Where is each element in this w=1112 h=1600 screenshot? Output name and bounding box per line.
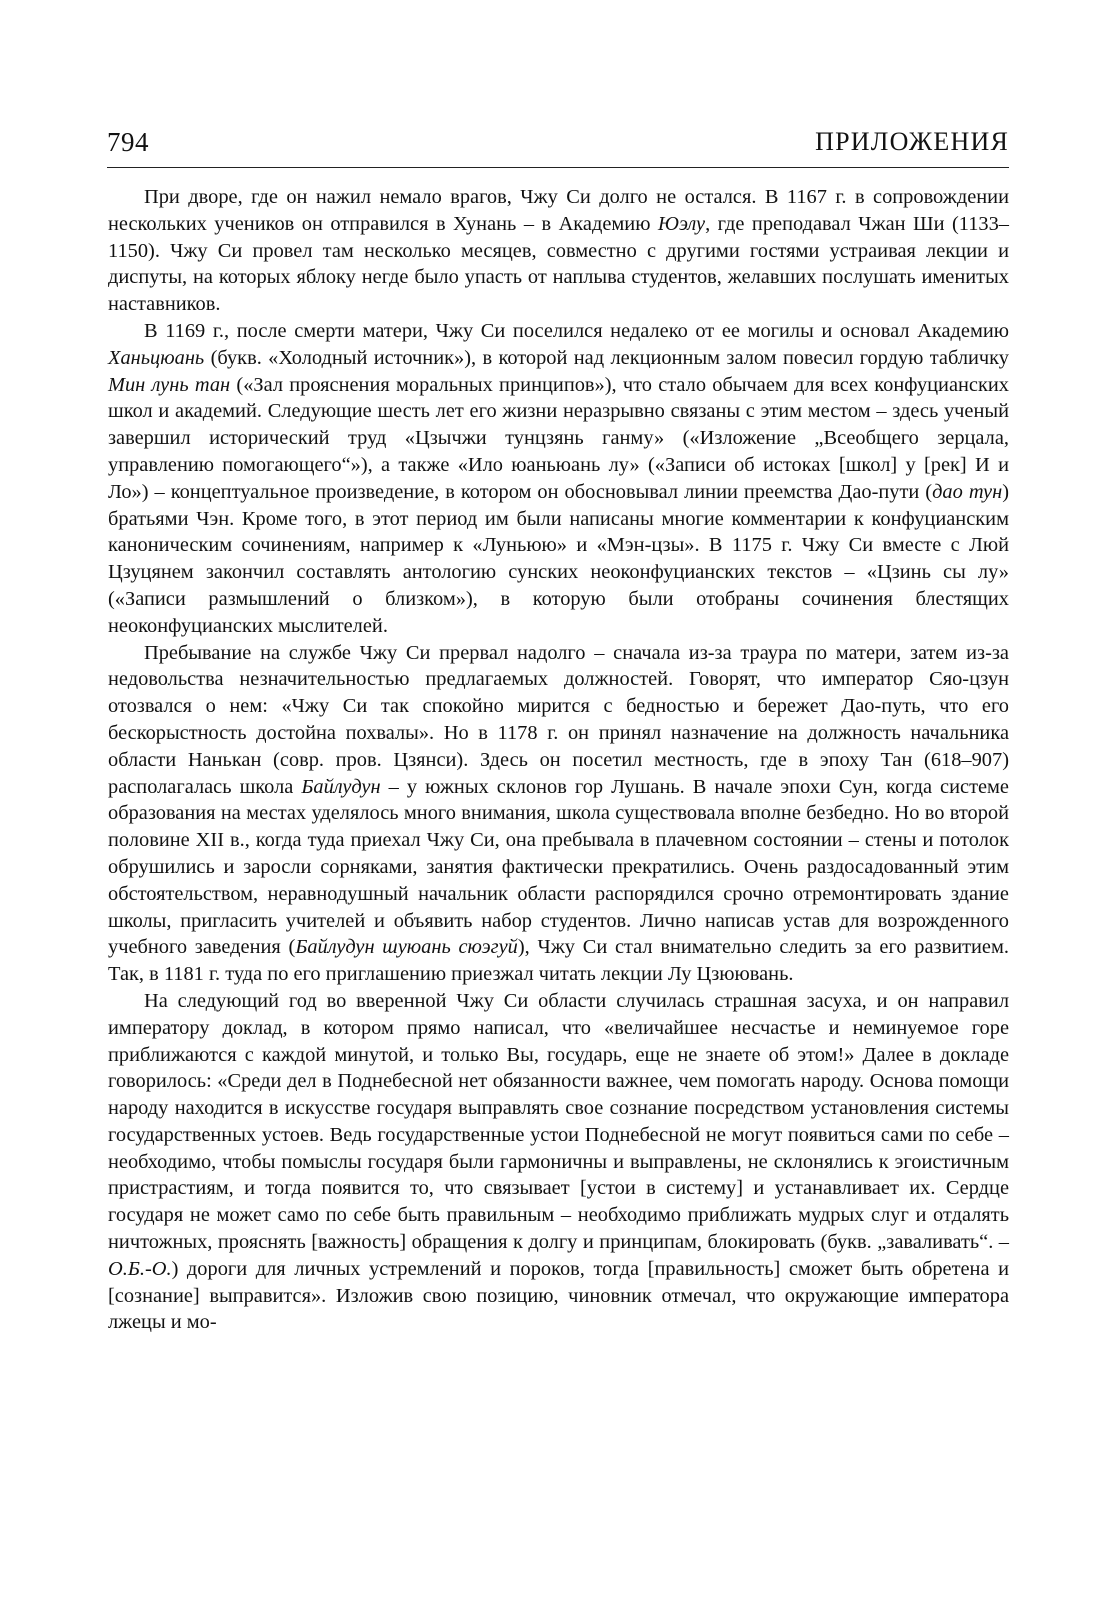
page-number: 794	[107, 127, 149, 157]
italic-term: дао тун	[932, 480, 1003, 503]
text-run: Пребывание на службе Чжу Си прервал надолго – сначала из-за траура по матери, затем из-за недовольства незначительностью предлагаемых должностей. Говорят, что император Сяо-цзун отозвался о нем: «Чжу Си так спокойно мирится с бедностью и бережет Дао-путь, что его бескорыстность достойна похвалы». Но в 1178 г. он принял назначение на должность начальника области Нанькан (совр. пров. Цзянси). Здесь он посетил местность, где в эпоху Тан (618–907) располагалась школа	[108, 641, 1009, 798]
text-run: При дворе, где он нажил немало врагов, Чжу Си долго не остался. В 1167 г. в сопровождении нескольких учеников он отправился в Хунань – в Академию	[108, 186, 1009, 235]
text-run: ) братьями Чэн. Кроме того, в этот период им были написаны многие комментарии к конфуцианским каноническим сочинениям, например к «Луньюю» и «Мэн-цзы». В 1175 г. Чжу Си вместе с Люй Цзуцянем закончил составлять антологию сунских неоконфуцианских текстов – «Цзинь сы лу» («Записи размышлений о близком»), в которую были отобраны сочинения блестящих неоконфуцианских мыслителей.	[108, 480, 1010, 637]
paragraph	[108, 184, 1009, 318]
body-text	[108, 184, 1009, 1336]
paragraph	[108, 318, 1009, 640]
italic-term: Байлудун	[301, 775, 381, 798]
text-run: («Зал прояснения моральных принципов»), что стало обычаем для всех конфуцианских школ и академий. Следующие шесть лет его жизни неразрывно связаны с этим местом – здесь ученый завершил исторический труд «Цзычжи тунцзянь ганму» («Изложение „Всеобщего зерцала, управлению помогающего“»), а также «Ило юаньюань лу» («Записи об истоках [школ] у [рек] И и Ло») – концептуальное произведение, в котором он обосновывал линии преемства Дао-пути (	[108, 373, 1009, 503]
text-run: В 1169 г., после смерти матери, Чжу Си поселился недалеко от ее могилы и основал Академию	[144, 319, 1009, 342]
italic-term: Юэлу	[657, 212, 706, 235]
paragraph	[108, 988, 1009, 1336]
italic-term: Мин лунь тан	[108, 373, 231, 396]
text-run: , где преподавал Чжан Ши (1133–1150). Чжу Си провел там несколько месяцев, совместно с другими гостями устраивая лекции и диспуты, на которых яблоку негде было упасть от наплыва студентов, желавших послушать именитых наставников.	[108, 212, 1009, 316]
text-run: ) дороги для личных устремлений и пороков, тогда [правильность] сможет быть обретена и [сознание] выправится». Изложив свою позицию, чиновник отмечал, что окружающие императора лжецы и мо-	[108, 1257, 1009, 1334]
text-run: ), Чжу Си стал внимательно следить за его развитием. Так, в 1181 г. туда по его приглашению приезжал читать лекции Лу Цзюювань.	[108, 936, 1009, 986]
text-run: – у южных склонов гор Лушань. В начале эпохи Сун, когда системе образования на местах уделялось много внимания, школа существовала вполне безбедно. Но во второй половине XII в., когда туда приехал Чжу Си, она пребывала в плачевном состоянии – стены и потолок обрушились и заросли сорняками, занятия фактически прекратились. Очень раздосадованный этим обстоятельством, неравнодушный начальник области распорядился срочно отремонтировать здание школы, пригласить учителей и объявить набор студентов. Лично написав устав для возрожденного учебного заведения (	[108, 775, 1009, 959]
italic-term: Байлудун шуюань сюэгуй	[295, 936, 518, 959]
page-header	[107, 126, 1009, 168]
italic-term: Ханьцюань	[108, 346, 205, 369]
paragraph	[108, 640, 1009, 988]
header-rule	[107, 167, 1009, 168]
text-run: (букв. «Холодный источник»), в которой над лекционным залом повесил гордую табличку	[204, 346, 1009, 369]
text-run: На следующий год во вверенной Чжу Си области случилась страшная засуха, и он направил императору доклад, в котором прямо написал, что «величайшее несчастье и неминуемое горе приближаются с каждой минутой, и только Вы, государь, еще не знаете об этом!» Далее в докладе говорилось: «Среди дел в Поднебесной нет обязанности важнее, чем помогать народу. Основа помощи народу находится в искусстве государя выправлять свое сознание посредством установления системы государственных устоев. Ведь государственные устои Поднебесной не могут появиться сами по себе – необходимо, чтобы помыслы государя были гармоничны и выправлены, не склонялись к эгоистичным пристрастиям, и тогда появится то, что связывает [устои в систему] и устанавливает их. Сердце государя не может само по себе быть правильным – необходимо приближать мудрых слуг и отдалять ничтожных, прояснять [важность] обращения к долгу и принципам, блокировать (букв. „заваливать“. –	[108, 989, 1009, 1254]
running-head: ПРИЛОЖЕНИЯ	[815, 127, 1009, 156]
italic-term: О.Б.-О.	[108, 1257, 172, 1280]
